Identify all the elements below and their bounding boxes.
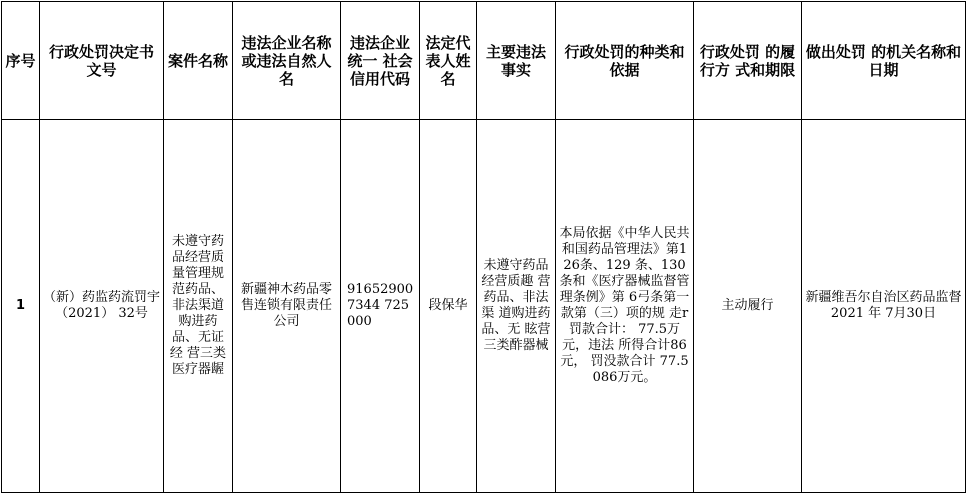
header-company: 违法企业名称或违法自然人名 (233, 2, 341, 120)
header-fulfillment: 行政处罚 的履行方 式和期限 (694, 2, 802, 120)
table-row (2, 120, 966, 493)
cell-company: 新疆神木药品零售连锁有限责任公司 (233, 120, 341, 493)
table-header-row (2, 2, 966, 120)
cell-case-name: 未遵守药品经营质量管理规范药品、非法渠道购进药品、无证经 营三类医疗器龌 (164, 120, 233, 493)
header-authority-date: 做出处罚 的机关名称和日期 (802, 2, 966, 120)
cell-facts: 未遵守药品经营质趣 营药品、非法渠 道购进药品、无 眩营三类酢器械 (477, 120, 556, 493)
header-facts: 主要违法事实 (477, 2, 556, 120)
cell-penalty: 本局依据《中华人民共和国药品管理法》第126条、129 条、130 条和《医疗器械监督管理条例》第 6弓条第一款第（三）项的规 走r罚款合计： 77.5万元，违法 所得合计86元， 罚没款合计 77.5086万元。 (556, 120, 694, 493)
cell-fulfillment: 主动履行 (694, 120, 802, 493)
cell-authority-date: 新疆维吾尔自治区药品监督 2021 年 7月30日 (802, 120, 966, 493)
header-legal-rep: 法定代表人姓名 (420, 2, 477, 120)
penalty-disclosure-table (1, 1, 966, 493)
cell-legal-rep: 段保华 (420, 120, 477, 493)
cell-credit-code: 91652900 7344 725000 (341, 120, 420, 493)
header-penalty: 行政处罚的种类和依据 (556, 2, 694, 120)
header-case-name: 案件名称 (164, 2, 233, 120)
cell-index: 1 (2, 120, 40, 493)
header-credit-code: 违法企业统一 社会信用代码 (341, 2, 420, 120)
header-decision-no: 行政处罚决定书文号 (40, 2, 164, 120)
cell-decision-no: （新）药监药流罚宇（2021） 32号 (40, 120, 164, 493)
header-index: 序号 (2, 2, 40, 120)
